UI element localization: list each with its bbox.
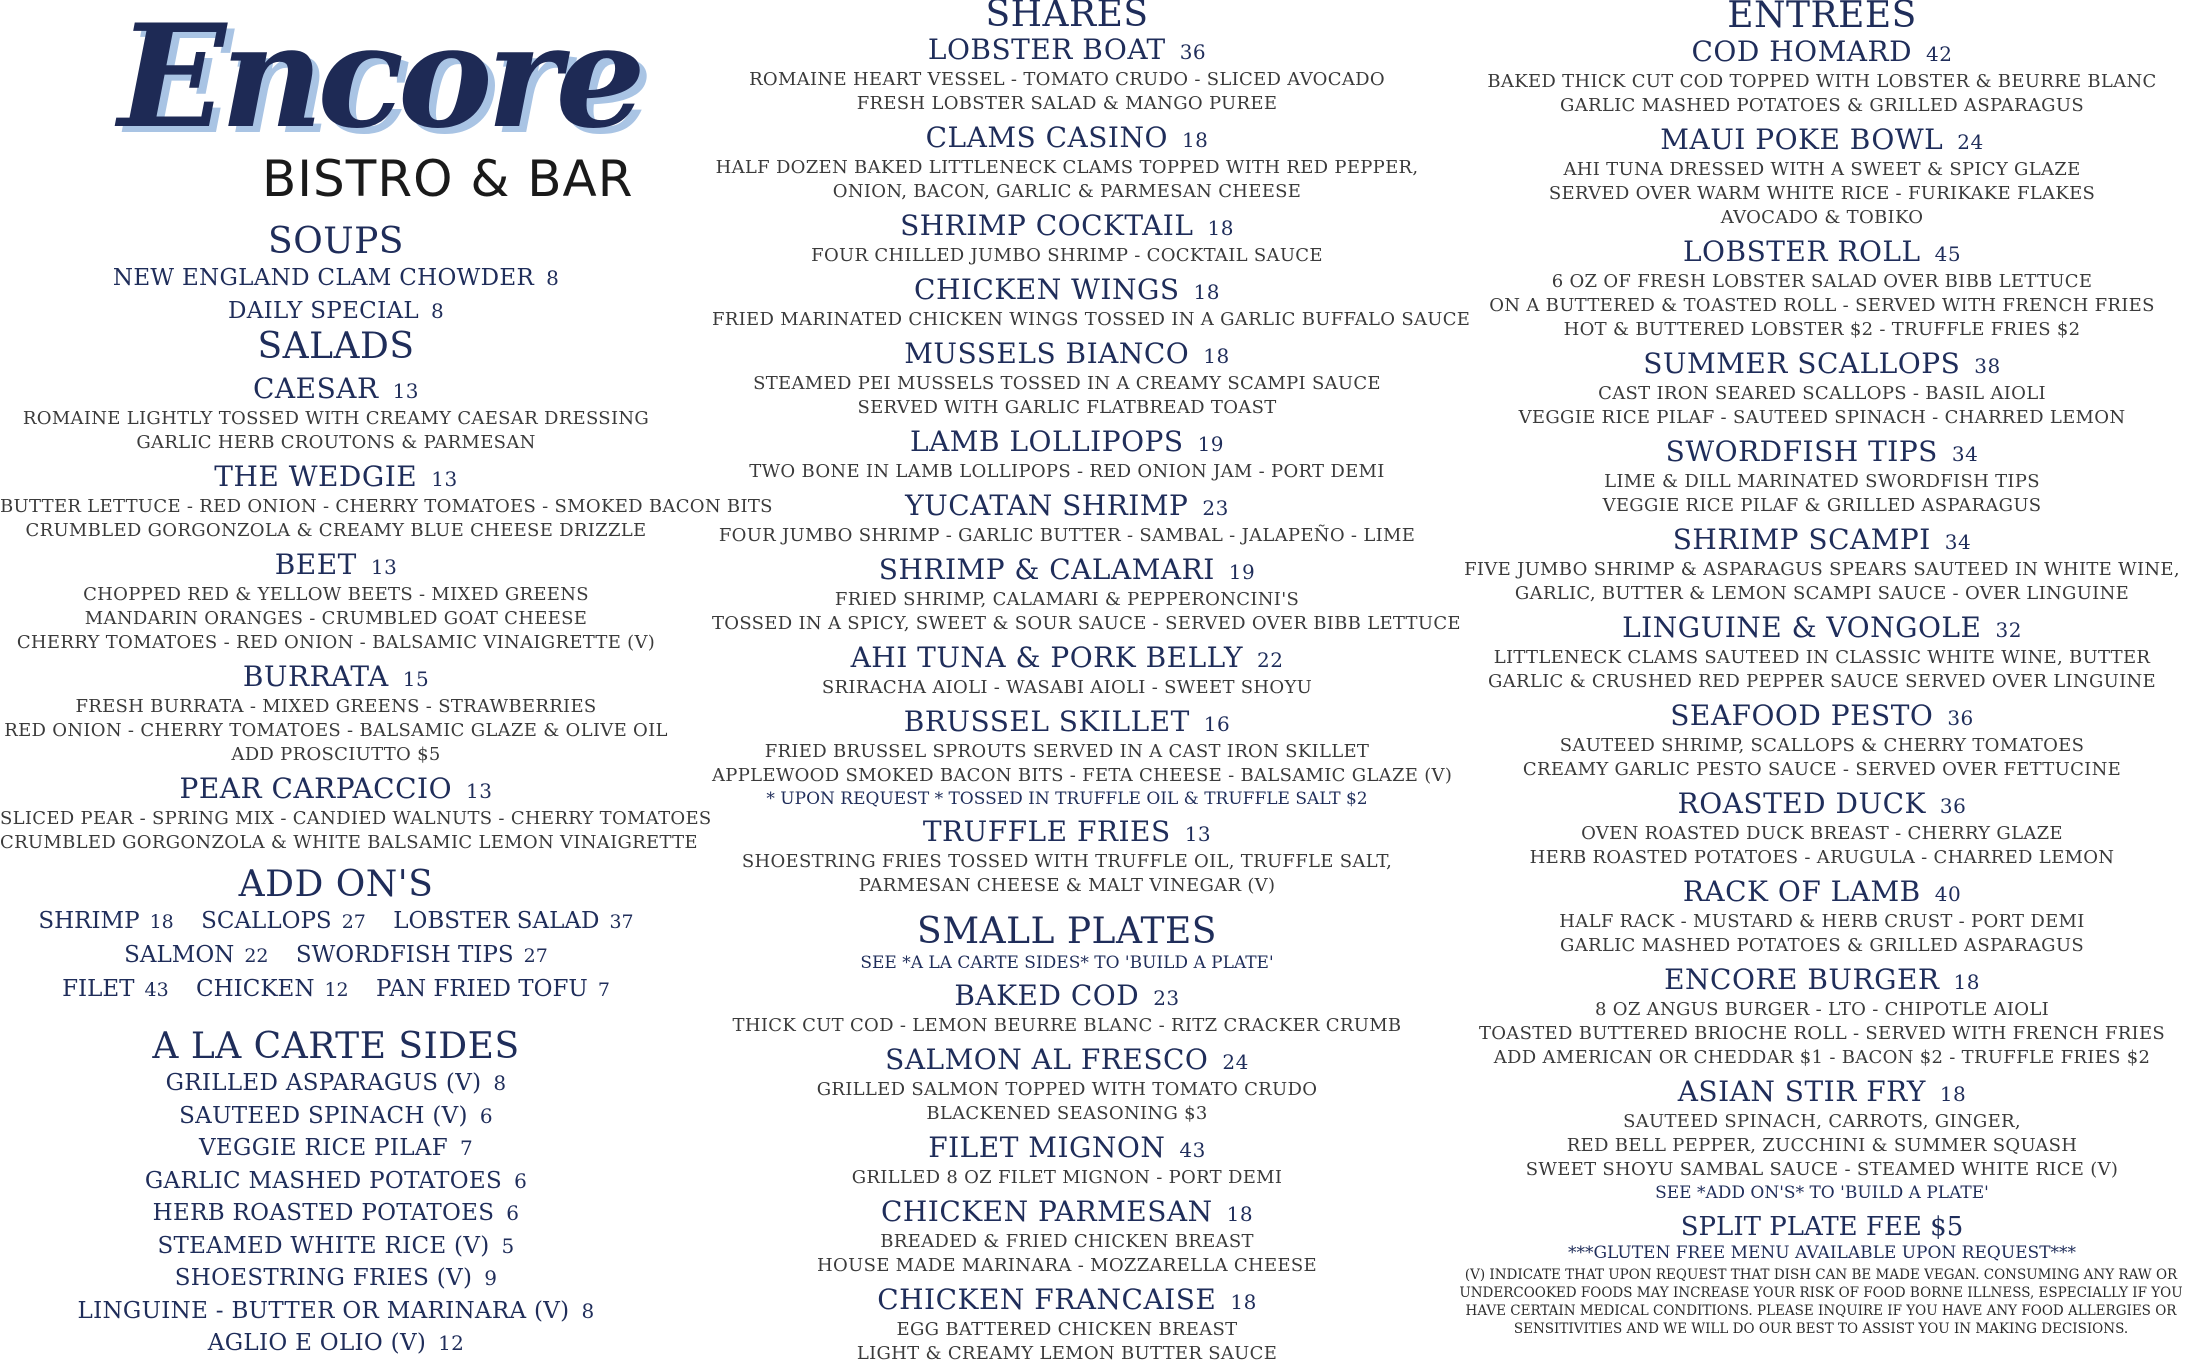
- item-desc: GARLIC, BUTTER & LEMON SCAMPI SAUCE - OVER LINGUINE: [1514, 583, 2130, 604]
- side-price: 12: [438, 1331, 465, 1355]
- side-price: 9: [484, 1266, 498, 1290]
- item-price: 36: [1939, 794, 1967, 818]
- item-price: 24: [1222, 1050, 1249, 1074]
- item-price: 23: [1153, 986, 1180, 1010]
- item-desc: FIVE JUMBO SHRIMP & ASPARAGUS SPEARS SAUTEED IN WHITE WINE,: [1464, 559, 2180, 580]
- item-price: 34: [1944, 530, 1972, 554]
- menu-item: [1455, 788, 2189, 870]
- menu-item: [1455, 612, 2189, 694]
- item-desc: FOUR JUMBO SHRIMP - GARLIC BUTTER - SAMBAL - JALAPEÑO - LIME: [718, 525, 1416, 546]
- side-name: SHOESTRING FRIES (V): [174, 1265, 473, 1291]
- sides-section: [0, 1027, 672, 1360]
- side-item: [0, 1132, 672, 1165]
- menu-item: [712, 426, 1422, 484]
- menu-item: [712, 1132, 1422, 1190]
- salads-section: [0, 326, 773, 855]
- item-price: 32: [1995, 618, 2022, 642]
- section-title: SALADS: [257, 326, 415, 367]
- side-item: [0, 1295, 672, 1328]
- menu-item: [1455, 36, 2189, 118]
- footer: [1455, 1212, 2189, 1338]
- item-desc: ON A BUTTERED & TOASTED ROLL - SERVED WITH FRENCH FRIES: [1489, 295, 2155, 316]
- section-title: SMALL PLATES: [917, 911, 1217, 952]
- side-price: 5: [501, 1233, 515, 1258]
- item-desc: TWO BONE IN LAMB LOLLIPOPS - RED ONION JAM - PORT DEMI: [749, 461, 1385, 482]
- section-title: SOUPS: [268, 221, 404, 262]
- item-desc: FRIED SHRIMP, CALAMARI & PEPPERONCINI'S: [834, 589, 1300, 610]
- item-desc: CAST IRON SEARED SCALLOPS - BASIL AIOLI: [1598, 383, 2046, 404]
- item-desc: AHI TUNA DRESSED WITH A SWEET & SPICY GLAZE: [1563, 159, 2081, 180]
- item-price: 22: [1256, 648, 1284, 672]
- side-name: GRILLED ASPARAGUS (V): [165, 1070, 482, 1096]
- item-price: 13: [431, 467, 458, 491]
- item-desc: GARLIC HERB CROUTONS & PARMESAN: [136, 432, 536, 453]
- item-price: 43: [1179, 1138, 1206, 1162]
- item-price: 19: [1228, 560, 1256, 584]
- item-name: SWORDFISH TIPS: [1665, 435, 1938, 468]
- side-name: AGLIO E OLIO (V): [207, 1330, 427, 1356]
- section-title: SHARES: [985, 0, 1149, 35]
- menu-item: [712, 705, 1453, 810]
- item-name: SUMMER SCALLOPS: [1643, 347, 1961, 380]
- item-desc: HERB ROASTED POTATOES - ARUGULA - CHARRED LEMON: [1529, 847, 2115, 868]
- side-item: [0, 1100, 672, 1133]
- small-plates-section: [712, 912, 1422, 1366]
- soups-section: [0, 222, 672, 327]
- item-price: 13: [466, 779, 493, 803]
- item-desc: SAUTEED SHRIMP, SCALLOPS & CHERRY TOMATOES: [1559, 735, 2085, 756]
- side-name: VEGGIE RICE PILAF: [199, 1135, 448, 1161]
- item-desc: APPLEWOOD SMOKED BACON BITS - FETA CHEESE - BALSAMIC GLAZE (V): [712, 765, 1453, 786]
- item-price: 23: [1202, 496, 1229, 520]
- side-price: 7: [459, 1136, 473, 1160]
- addons-row: [0, 905, 672, 939]
- side-item: [0, 1262, 672, 1295]
- item-name: LAMB LOLLIPOPS: [909, 425, 1184, 458]
- item-desc: ROMAINE LIGHTLY TOSSED WITH CREAMY CAESAR DRESSING: [22, 408, 650, 429]
- item-desc: SRIRACHA AIOLI - WASABI AIOLI - SWEET SHOYU: [821, 677, 1313, 698]
- item-name: SEAFOOD PESTO: [1670, 699, 1934, 732]
- item-desc: ROMAINE HEART VESSEL - TOMATO CRUDO - SLICED AVOCADO: [749, 69, 1385, 90]
- menu-item: [712, 642, 1422, 700]
- item-name: CAESAR: [252, 372, 379, 405]
- item-desc: SERVED OVER WARM WHITE RICE - FURIKAKE FLAKES: [1548, 183, 2096, 204]
- side-price: 8: [493, 1071, 507, 1095]
- item-desc: GRILLED 8 OZ FILET MIGNON - PORT DEMI: [851, 1167, 1283, 1188]
- item-name: SALMON AL FRESCO: [885, 1043, 1209, 1076]
- item-name: CHICKEN FRANCAISE: [877, 1283, 1217, 1316]
- side-price: 6: [514, 1168, 528, 1193]
- item-desc: HOUSE MADE MARINARA - MOZZARELLA CHEESE: [817, 1255, 1317, 1276]
- item-desc: GRILLED SALMON TOPPED WITH TOMATO CRUDO: [816, 1079, 1318, 1100]
- middle-column: [712, 0, 1471, 1366]
- item-desc: BUTTER LETTUCE - RED ONION - CHERRY TOMATOES - SMOKED BACON BITS: [0, 496, 773, 517]
- item-desc: GARLIC MASHED POTATOES & GRILLED ASPARAGUS: [1560, 935, 2084, 956]
- left-column: [0, 0, 773, 1360]
- menu-item: [0, 661, 672, 767]
- item-price: 34: [1951, 442, 1979, 466]
- item-desc: TOASTED BUTTERED BRIOCHE ROLL - SERVED WITH FRENCH FRIES: [1478, 1023, 2166, 1044]
- side-name: HERB ROASTED POTATOES: [152, 1200, 495, 1226]
- item-desc: THICK CUT COD - LEMON BEURRE BLANC - RITZ CRACKER CRUMB: [732, 1015, 1402, 1036]
- item-name: ENCORE BURGER: [1664, 963, 1940, 996]
- item-name: BAKED COD: [954, 979, 1140, 1012]
- menu-item: [0, 262, 672, 295]
- side-item: [0, 1230, 672, 1263]
- item-name: YUCATAN SHRIMP: [905, 489, 1189, 522]
- section-title: A LA CARTE SIDES: [152, 1026, 520, 1067]
- addon-item: [201, 908, 366, 934]
- item-desc: GARLIC MASHED POTATOES & GRILLED ASPARAGUS: [1560, 95, 2084, 116]
- item-price: 24: [1957, 130, 1984, 154]
- item-price: 18: [1203, 344, 1230, 368]
- addon-name: FILET: [62, 976, 135, 1002]
- side-price: 8: [581, 1298, 595, 1323]
- menu-item: [712, 1044, 1422, 1126]
- item-desc: FOUR CHILLED JUMBO SHRIMP - COCKTAIL SAUCE: [811, 245, 1323, 266]
- right-column: [1455, 0, 2189, 1338]
- item-price: 36: [1179, 40, 1207, 64]
- item-price: 15: [402, 667, 430, 691]
- item-desc: SAUTEED SPINACH, CARROTS, GINGER,: [1623, 1111, 2021, 1132]
- item-name: ROASTED DUCK: [1677, 787, 1926, 820]
- addon-price: 43: [144, 979, 169, 1001]
- addons-section: [0, 865, 672, 1007]
- logo-wordmark: Encore: [118, 0, 640, 160]
- item-price: 8: [546, 266, 560, 290]
- menu-item: [712, 553, 1461, 636]
- side-price: 6: [506, 1201, 520, 1225]
- item-name: ASIAN STIR FRY: [1677, 1075, 1926, 1108]
- item-name: SHRIMP & CALAMARI: [878, 553, 1215, 586]
- menu-item: [1455, 876, 2189, 958]
- item-name: RACK OF LAMB: [1682, 875, 1921, 908]
- item-price: 36: [1947, 706, 1974, 730]
- item-desc: PARMESAN CHEESE & MALT VINEGAR (V): [858, 875, 1276, 896]
- item-desc: ADD PROSCIUTTO $5: [231, 744, 441, 765]
- item-name: MUSSELS BIANCO: [904, 337, 1190, 370]
- addon-item: [376, 976, 610, 1002]
- item-name: COD HOMARD: [1691, 35, 1913, 68]
- addon-name: SALMON: [124, 942, 235, 968]
- menu-item: [1455, 524, 2189, 606]
- side-item: [0, 1067, 672, 1100]
- menu-item: [0, 373, 672, 455]
- shares-section: [712, 0, 1471, 898]
- item-name: CHICKEN WINGS: [914, 273, 1180, 306]
- addons-row: [0, 973, 672, 1007]
- item-price: 40: [1934, 882, 1962, 906]
- item-price: 13: [1184, 822, 1212, 846]
- menu-item: [1455, 1076, 2189, 1204]
- item-desc: VEGGIE RICE PILAF & GRILLED ASPARAGUS: [1602, 495, 2042, 516]
- menu-item: [712, 210, 1422, 268]
- item-desc: SERVED WITH GARLIC FLATBREAD TOAST: [857, 397, 1277, 418]
- item-desc: LIME & DILL MARINATED SWORDFISH TIPS: [1604, 471, 2040, 492]
- item-name: MAUI POKE BOWL: [1660, 123, 1944, 156]
- item-name: PEAR CARPACCIO: [179, 772, 453, 805]
- item-desc: MANDARIN ORANGES - CRUMBLED GOAT CHEESE: [84, 608, 588, 629]
- section-note: SEE *A LA CARTE SIDES* TO 'BUILD A PLATE': [860, 953, 1274, 973]
- menu-item: [712, 122, 1422, 204]
- menu-item: [1455, 436, 2189, 518]
- addon-price: 12: [324, 979, 349, 1001]
- item-price: 16: [1203, 712, 1231, 736]
- addon-item: [296, 942, 548, 968]
- item-price: 18: [1207, 216, 1234, 240]
- item-note: * UPON REQUEST * TOSSED IN TRUFFLE OIL & TRUFFLE SALT $2: [766, 789, 1368, 809]
- item-desc: HALF RACK - MUSTARD & HERB CRUST - PORT DEMI: [1559, 911, 2085, 932]
- split-plate-fee: SPLIT PLATE FEE $5: [1680, 1212, 1964, 1242]
- item-desc: FRIED BRUSSEL SPROUTS SERVED IN A CAST IRON SKILLET: [764, 741, 1370, 762]
- item-desc: LIGHT & CREAMY LEMON BUTTER SAUCE: [856, 1343, 1278, 1364]
- menu-item: [1455, 348, 2189, 430]
- item-desc: GARLIC & CRUSHED RED PEPPER SAUCE SERVED OVER LINGUINE: [1487, 671, 2156, 692]
- section-title: ADD ON'S: [238, 864, 434, 905]
- menu-item: [1455, 124, 2189, 230]
- item-desc: 6 OZ OF FRESH LOBSTER SALAD OVER BIBB LETTUCE: [1551, 271, 2093, 292]
- addon-item: [62, 976, 169, 1002]
- item-name: LOBSTER ROLL: [1682, 235, 1921, 268]
- menu-item: [712, 34, 1422, 116]
- item-price: 18: [1230, 1290, 1257, 1314]
- side-item: [0, 1197, 672, 1230]
- menu-item: [0, 772, 712, 855]
- addon-item: [196, 976, 349, 1002]
- addon-name: LOBSTER SALAD: [393, 908, 600, 934]
- item-name: THE WEDGIE: [214, 460, 418, 493]
- item-desc: CREAMY GARLIC PESTO SAUCE - SERVED OVER FETTUCINE: [1522, 759, 2122, 780]
- item-desc: RED ONION - CHERRY TOMATOES - BALSAMIC GLAZE & OLIVE OIL: [4, 720, 668, 741]
- item-name: NEW ENGLAND CLAM CHOWDER: [112, 265, 535, 291]
- item-price: 8: [430, 298, 444, 323]
- item-desc: BREADED & FRIED CHICKEN BREAST: [880, 1231, 1254, 1252]
- item-desc: FRESH LOBSTER SALAD & MANGO PUREE: [856, 93, 1278, 114]
- item-desc: AVOCADO & TOBIKO: [1720, 207, 1924, 228]
- menu-item: [712, 1284, 1422, 1366]
- item-desc: EGG BATTERED CHICKEN BREAST: [896, 1319, 1238, 1340]
- addon-price: 18: [149, 911, 174, 933]
- side-name: GARLIC MASHED POTATOES: [144, 1167, 503, 1194]
- item-price: 42: [1926, 42, 1953, 66]
- side-name: STEAMED WHITE RICE (V): [157, 1232, 490, 1259]
- menu-item: [712, 1196, 1422, 1278]
- menu-item: [712, 490, 1422, 548]
- side-name: SAUTEED SPINACH (V): [179, 1102, 468, 1129]
- item-name: DAILY SPECIAL: [228, 297, 419, 324]
- gluten-free-note: ***GLUTEN FREE MENU AVAILABLE UPON REQUEST***: [1567, 1243, 2077, 1263]
- item-desc: CHOPPED RED & YELLOW BEETS - MIXED GREENS: [83, 584, 589, 605]
- item-name: CHICKEN PARMESAN: [880, 1195, 1213, 1228]
- item-name: SHRIMP COCKTAIL: [900, 209, 1194, 242]
- menu-item: [712, 338, 1422, 420]
- menu-item: [712, 816, 1422, 898]
- addon-item: [124, 942, 268, 968]
- item-desc: 8 OZ ANGUS BURGER - LTO - CHIPOTLE AIOLI: [1594, 999, 2050, 1020]
- item-name: TRUFFLE FRIES: [922, 815, 1171, 848]
- item-desc: FRIED MARINATED CHICKEN WINGS TOSSED IN A GARLIC BUFFALO SAUCE: [712, 309, 1471, 330]
- item-desc: LITTLENECK CLAMS SAUTEED IN CLASSIC WHITE WINE, BUTTER: [1493, 647, 2151, 668]
- section-title: ENTREES: [1727, 0, 1917, 36]
- item-desc: BAKED THICK CUT COD TOPPED WITH LOBSTER & BEURRE BLANC: [1487, 71, 2157, 92]
- logo: [0, 0, 672, 222]
- item-name: CLAMS CASINO: [925, 121, 1168, 154]
- item-name: LINGUINE & VONGOLE: [1622, 611, 1982, 644]
- menu-item: [712, 980, 1422, 1038]
- addon-item: [38, 908, 173, 934]
- item-name: BEET: [274, 548, 357, 581]
- item-desc: CHERRY TOMATOES - RED ONION - BALSAMIC VINAIGRETTE (V): [16, 632, 656, 653]
- addon-price: 27: [523, 945, 548, 967]
- item-price: 18: [1939, 1082, 1967, 1106]
- item-name: AHI TUNA & PORK BELLY: [850, 641, 1243, 674]
- item-name: BRUSSEL SKILLET: [903, 705, 1190, 738]
- item-desc: ADD AMERICAN OR CHEDDAR $1 - BACON $2 - TRUFFLE FRIES $2: [1493, 1047, 2151, 1068]
- item-desc: CRUMBLED GORGONZOLA & CREAMY BLUE CHEESE DRIZZLE: [25, 520, 647, 541]
- item-name: SHRIMP SCAMPI: [1672, 523, 1931, 556]
- item-price: 18: [1953, 970, 1980, 994]
- item-desc: VEGGIE RICE PILAF - SAUTEED SPINACH - CHARRED LEMON: [1518, 407, 2126, 428]
- item-desc: TOSSED IN A SPICY, SWEET & SOUR SAUCE - SERVED OVER BIBB LETTUCE: [712, 613, 1461, 634]
- addon-price: 22: [244, 945, 269, 967]
- menu-item: [712, 273, 1471, 332]
- item-desc: HALF DOZEN BAKED LITTLENECK CLAMS TOPPED WITH RED PEPPER,: [715, 157, 1419, 178]
- item-desc: OVEN ROASTED DUCK BREAST - CHERRY GLAZE: [1581, 823, 2063, 844]
- addon-name: SWORDFISH TIPS: [295, 942, 514, 968]
- item-desc: SHOESTRING FRIES TOSSED WITH TRUFFLE OIL, TRUFFLE SALT,: [741, 851, 1393, 872]
- addons-row: [0, 939, 672, 973]
- item-desc: CRUMBLED GORGONZOLA & WHITE BALSAMIC LEMON VINAIGRETTE: [0, 832, 698, 853]
- addon-name: SCALLOPS: [201, 908, 332, 934]
- item-price: 18: [1226, 1202, 1254, 1226]
- disclaimer: (V) INDICATE THAT UPON REQUEST THAT DISH CAN BE MADE VEGAN. CONSUMING ANY RAW OR UNDERCOOKED FOODS MAY INCREASE YOUR RISK OF FOOD BORNE ILLNESS, ESPECIALLY IF YOU HAVE CERTAIN MEDICAL CONDITIONS. PLEASE INQUIRE IF YOU HAVE ANY FOOD ALLERGIES OR SENSITIVITIES AND WE WILL DO OUR BEST TO ASSIST YOU IN MAKING DECISIONS.: [1459, 1267, 2183, 1337]
- item-desc: RED BELL PEPPER, ZUCCHINI & SUMMER SQUASH: [1566, 1135, 2078, 1156]
- item-desc: FRESH BURRATA - MIXED GREENS - STRAWBERRIES: [75, 696, 597, 717]
- addon-price: 37: [609, 911, 634, 933]
- item-desc: ONION, BACON, GARLIC & PARMESAN CHEESE: [832, 181, 1302, 202]
- item-desc: BLACKENED SEASONING $3: [926, 1103, 1208, 1124]
- item-name: FILET MIGNON: [928, 1131, 1166, 1164]
- item-price: 19: [1197, 432, 1225, 456]
- menu-item: [0, 549, 672, 655]
- item-name: BURRATA: [242, 660, 389, 693]
- item-desc: HOT & BUTTERED LOBSTER $2 - TRUFFLE FRIES $2: [1563, 319, 2081, 340]
- addon-price: 7: [597, 979, 610, 1001]
- side-name: LINGUINE - BUTTER OR MARINARA (V): [77, 1297, 570, 1324]
- addon-item: [393, 908, 633, 934]
- addon-name: CHICKEN: [196, 976, 315, 1002]
- addon-name: PAN FRIED TOFU: [375, 976, 588, 1002]
- item-desc: SWEET SHOYU SAMBAL SAUCE - STEAMED WHITE RICE (V): [1525, 1159, 2119, 1180]
- item-price: 13: [392, 379, 420, 403]
- item-note: SEE *ADD ON'S* TO 'BUILD A PLATE': [1655, 1183, 1989, 1203]
- side-price: 6: [479, 1103, 493, 1128]
- item-price: 18: [1193, 280, 1220, 304]
- menu-item: [1455, 964, 2189, 1070]
- menu-item: [1455, 236, 2189, 342]
- item-price: 45: [1934, 242, 1962, 266]
- addon-name: SHRIMP: [38, 908, 140, 934]
- item-desc: SLICED PEAR - SPRING MIX - CANDIED WALNUTS - CHERRY TOMATOES: [0, 808, 712, 829]
- logo-subtitle: BISTRO & BAR: [262, 150, 634, 208]
- side-item: [0, 1165, 672, 1198]
- item-desc: STEAMED PEI MUSSELS TOSSED IN A CREAMY SCAMPI SAUCE: [753, 373, 1381, 394]
- menu-item: [0, 295, 672, 328]
- item-price: 38: [1974, 354, 2001, 378]
- item-name: LOBSTER BOAT: [927, 33, 1166, 66]
- menu-item: [0, 460, 773, 543]
- addon-price: 27: [341, 911, 366, 933]
- item-price: 13: [370, 555, 398, 579]
- menu-item: [1455, 700, 2189, 782]
- item-price: 18: [1181, 128, 1209, 152]
- entrees-section: [1455, 0, 2189, 1204]
